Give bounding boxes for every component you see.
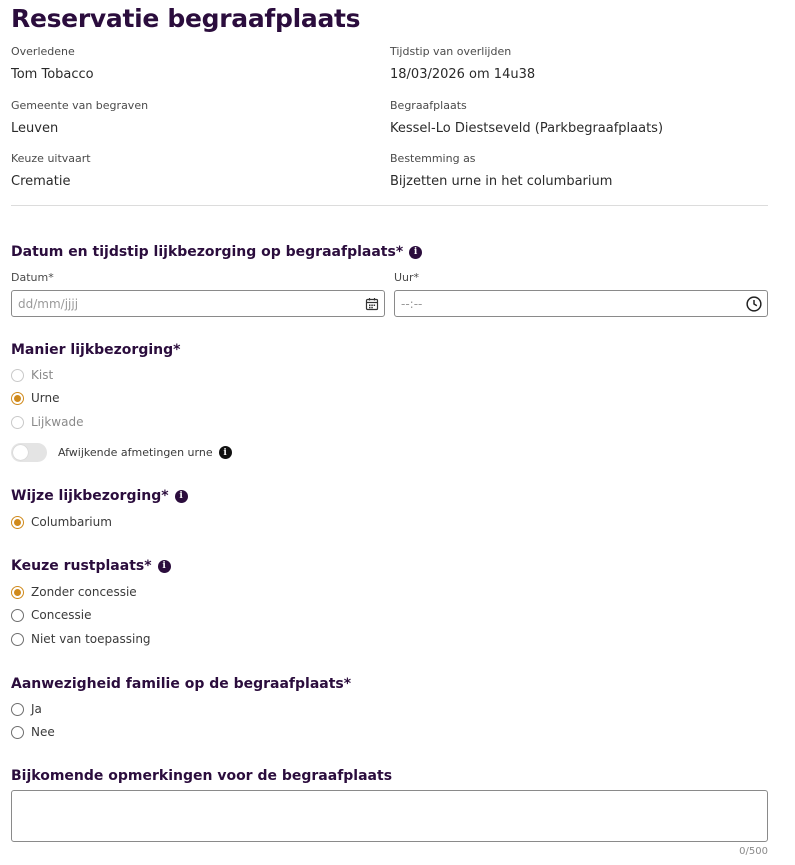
radio-lijkwade[interactable] [11,414,83,430]
radio-label: Nee [31,725,55,739]
manner-title-text: Manier lijkbezorging* [11,342,181,358]
resting-section-title [11,558,171,574]
ash-destination-label: Bestemming as [390,152,476,165]
urn-dimensions-toggle-row [11,443,232,462]
urn-dimensions-toggle[interactable] [11,443,47,462]
character-counter: 0/500 [739,846,768,857]
radio-label: Kist [31,368,54,382]
radio-button[interactable] [11,703,24,716]
ash-destination-info [390,152,750,189]
remarks-title-text: Bijkomende opmerkingen voor de begraafplaats [11,768,393,784]
cemetery-value: Kessel-Lo Diestseveld (Parkbegraafplaats) [390,121,664,136]
toggle-label: Afwijkende afmetingen urne [58,446,213,459]
info-icon[interactable]: i [158,560,171,573]
radio-label: Urne [31,391,60,405]
page-title: Reservatie begraafplaats [11,4,361,33]
municipality-label: Gemeente van begraven [11,99,149,112]
date-placeholder: dd/mm/jjjj [18,296,79,311]
radio-niet-van-toepassing[interactable] [11,631,151,647]
deceased-label: Overledene [11,45,75,58]
divider [11,205,768,206]
deceased-info [11,45,371,82]
radio-zonder-concessie[interactable] [11,584,137,600]
family-section-title [11,676,351,692]
info-icon[interactable]: i [409,246,422,259]
radio-urne[interactable] [11,390,60,406]
calendar-icon[interactable] [365,297,379,311]
municipality-info [11,99,371,136]
time-label: Uur* [394,271,420,284]
info-icon[interactable]: i [175,490,188,503]
family-title-text: Aanwezigheid familie op de begraafplaats* [11,676,352,692]
time-placeholder: --:-- [401,296,423,311]
manner-section-title [11,342,180,358]
radio-button[interactable] [11,516,24,529]
time-of-death-info [390,45,750,82]
radio-button[interactable] [11,609,24,622]
radio-button[interactable] [11,586,24,599]
funeral-choice-value: Crematie [11,174,71,189]
radio-label: Columbarium [31,515,112,529]
funeral-choice-label: Keuze uitvaart [11,152,91,165]
radio-concessie[interactable] [11,607,92,623]
radio-ja[interactable] [11,701,42,717]
radio-label: Concessie [31,608,92,622]
radio-nee[interactable] [11,724,55,740]
method-title-text: Wijze lijkbezorging* [11,488,169,504]
cemetery-info [390,99,750,136]
radio-kist[interactable] [11,367,53,383]
radio-label: Ja [31,702,42,716]
method-section-title [11,488,188,504]
toggle-knob [13,445,28,460]
radio-label: Zonder concessie [31,585,137,599]
date-input[interactable] [11,290,385,317]
radio-label: Lijkwade [31,415,84,429]
cemetery-label: Begraafplaats [390,99,467,112]
radio-columbarium[interactable] [11,514,112,530]
radio-button[interactable] [11,369,24,382]
remarks-textarea[interactable] [11,790,768,842]
datetime-section-title [11,244,422,260]
datetime-title-text: Datum en tijdstip lijkbezorging op begraafplaats* [11,244,404,260]
time-input[interactable] [394,290,768,317]
radio-label: Niet van toepassing [31,632,151,646]
radio-button[interactable] [11,726,24,739]
deceased-value: Tom Tobacco [11,67,94,82]
radio-button[interactable] [11,392,24,405]
time-of-death-value: 18/03/2026 om 14u38 [390,67,536,82]
funeral-choice-info [11,152,371,189]
info-icon[interactable]: i [219,446,232,459]
radio-button[interactable] [11,633,24,646]
clock-icon[interactable] [746,296,762,312]
radio-button[interactable] [11,416,24,429]
remarks-section-title [11,768,392,784]
resting-title-text: Keuze rustplaats* [11,558,152,574]
date-label: Datum* [11,271,54,284]
municipality-value: Leuven [11,121,59,136]
ash-destination-value: Bijzetten urne in het columbarium [390,174,613,189]
time-of-death-label: Tijdstip van overlijden [390,45,512,58]
